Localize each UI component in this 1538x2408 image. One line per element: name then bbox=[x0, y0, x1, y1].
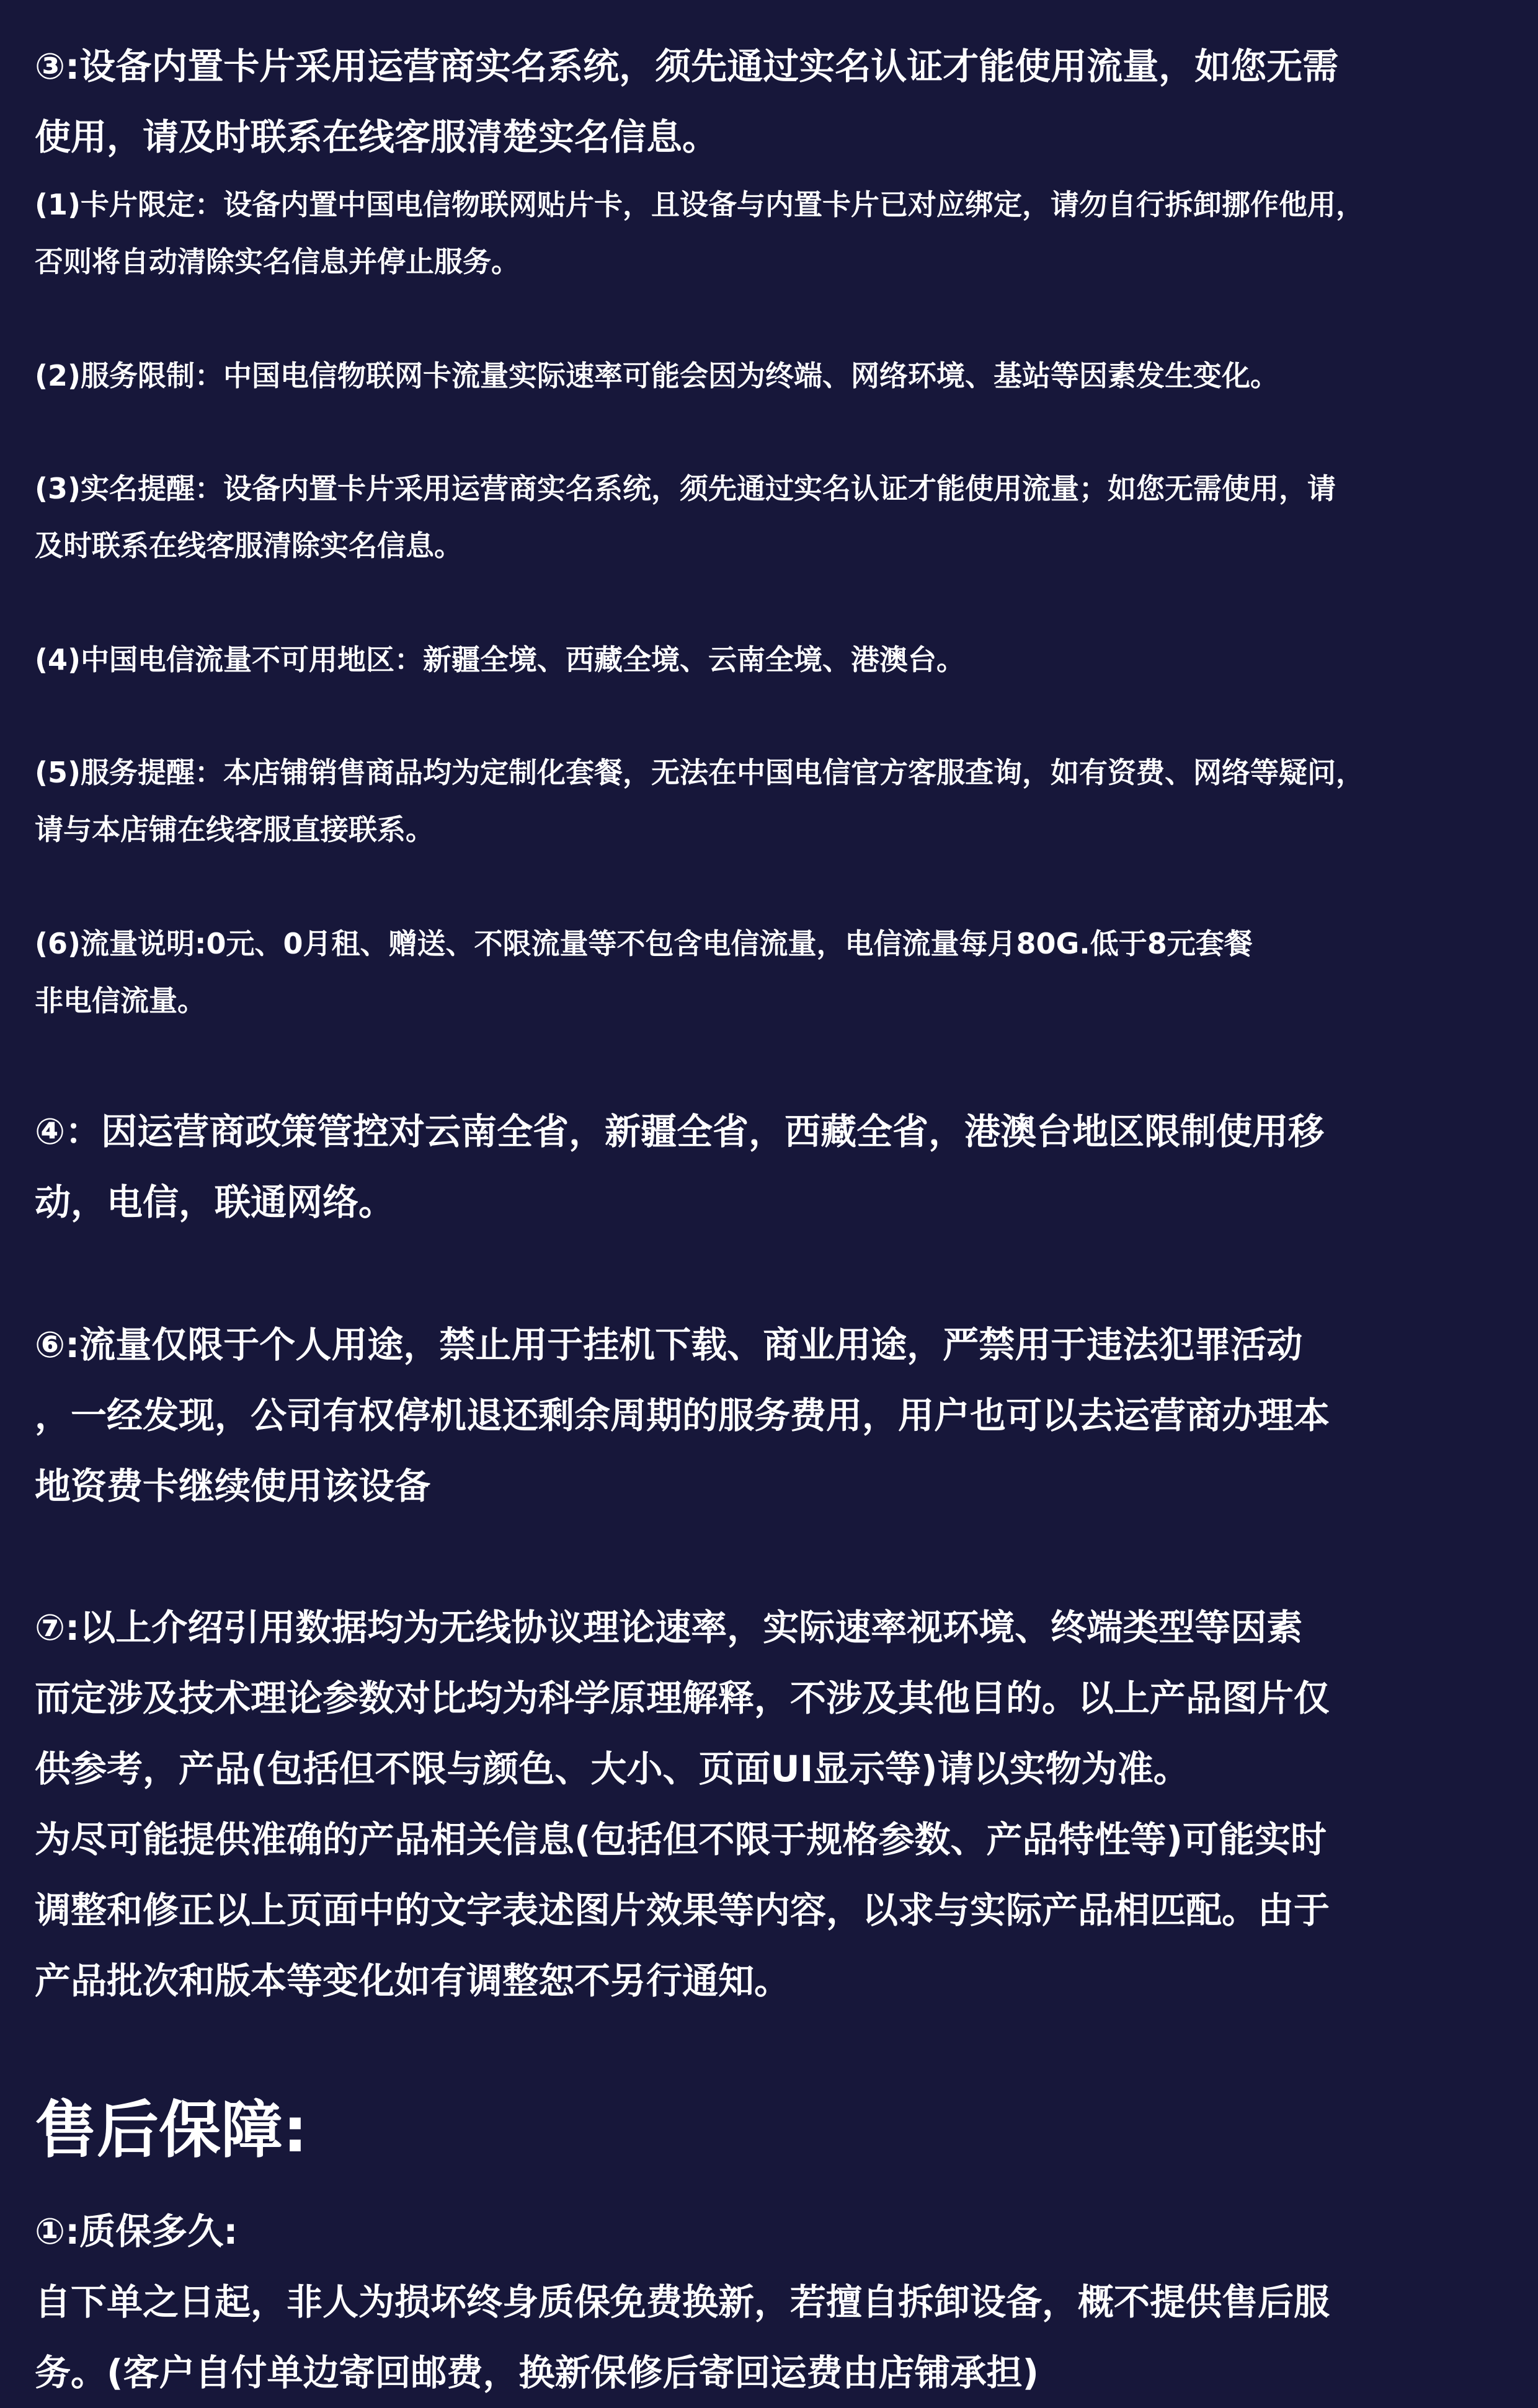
section-7-line-6: 产品批次和版本等变化如有调整恕不另行通知。 bbox=[35, 1960, 791, 2002]
note-6-line-1: (6)流量说明:0元、0月租、赠送、不限流量等不包含电信流量，电信流量每月80G.低于8元套餐 bbox=[35, 927, 1253, 960]
note-3-line-2: 及时联系在线客服清除实名信息。 bbox=[35, 529, 463, 562]
section-6-line-3: 地资费卡继续使用该设备 bbox=[35, 1465, 431, 1507]
note-4-unavailable-regions bbox=[35, 631, 1523, 688]
note-5-line-2: 请与本店铺在线客服直接联系。 bbox=[35, 813, 434, 846]
note-3-line-1: (3)实名提醒：设备内置卡片采用运营商实名系统，须先通过实名认证才能使用流量；如您无需使用，请 bbox=[35, 472, 1336, 505]
note-3-real-name-reminder bbox=[35, 460, 1523, 574]
warranty-label: ①:质保多久: bbox=[35, 2210, 238, 2252]
note-4-line-1: (4)中国电信流量不可用地区：新疆全境、西藏全境、云南全境、港澳台。 bbox=[35, 643, 966, 676]
warranty-line-1: 自下单之日起，非人为损坏终身质保免费换新，若擅自拆卸设备，概不提供售后服 bbox=[35, 2281, 1330, 2323]
section-3-line-1: ③:设备内置卡片采用运营商实名系统，须先通过实名认证才能使用流量，如您无需 bbox=[35, 45, 1339, 87]
note-2-service-limit bbox=[35, 347, 1523, 404]
warranty-line-2: 务。(客户自付单边寄回邮费，换新保修后寄回运费由店铺承担) bbox=[35, 2352, 1039, 2394]
section-7-line-2: 而定涉及技术理论参数对比均为科学原理解释，不涉及其他目的。以上产品图片仅 bbox=[35, 1677, 1330, 1719]
section-7-disclaimer bbox=[35, 1592, 1523, 2016]
note-1-line-2: 否则将自动清除实名信息并停止服务。 bbox=[35, 245, 520, 278]
section-4-line-2: 动，电信，联通网络。 bbox=[35, 1181, 395, 1223]
section-3-real-name-notice bbox=[35, 31, 1523, 172]
note-5-line-1: (5)服务提醒：本店铺销售商品均为定制化套餐，无法在中国电信官方客服查询，如有资费、网络等疑问， bbox=[35, 756, 1365, 789]
after-sales-warranty bbox=[35, 2196, 1523, 2408]
section-6-line-2: ，一经发现，公司有权停机退还剩余周期的服务费用，用户也可以去运营商办理本 bbox=[35, 1394, 1330, 1436]
section-4-line-1: ④：因运营商政策管控对云南全省，新疆全省，西藏全省，港澳台地区限制使用移 bbox=[35, 1110, 1325, 1153]
note-6-data-description bbox=[35, 915, 1523, 1029]
section-7-line-4: 为尽可能提供准确的产品相关信息(包括但不限于规格参数、产品特性等)可能实时 bbox=[35, 1818, 1327, 1861]
after-sales-heading: 售后保障: bbox=[35, 2094, 308, 2166]
note-5-service-reminder bbox=[35, 744, 1523, 858]
section-3-line-2: 使用，请及时联系在线客服清楚实名信息。 bbox=[35, 116, 719, 158]
section-7-line-5: 调整和修正以上页面中的文字表述图片效果等内容，以求与实际产品相匹配。由于 bbox=[35, 1889, 1330, 1931]
note-1-card-restriction bbox=[35, 176, 1523, 290]
section-7-line-1: ⑦:以上介绍引用数据均为无线协议理论速率，实际速率视环境、终端类型等因素 bbox=[35, 1606, 1303, 1649]
section-6-line-1: ⑥:流量仅限于个人用途，禁止用于挂机下载、商业用途，严禁用于违法犯罪活动 bbox=[35, 1324, 1303, 1366]
section-7-line-3: 供参考，产品(包括但不限与颜色、大小、页面UI显示等)请以实物为准。 bbox=[35, 1748, 1189, 1790]
note-1-line-1: (1)卡片限定：设备内置中国电信物联网贴片卡，且设备与内置卡片已对应绑定，请勿自行拆卸挪作他用， bbox=[35, 188, 1365, 221]
section-4-region-restriction bbox=[35, 1096, 1523, 1237]
section-6-usage-policy bbox=[35, 1309, 1523, 1521]
note-2-line-1: (2)服务限制：中国电信物联网卡流量实际速率可能会因为终端、网络环境、基站等因素发生变化。 bbox=[35, 359, 1279, 392]
note-6-line-2: 非电信流量。 bbox=[35, 984, 206, 1017]
